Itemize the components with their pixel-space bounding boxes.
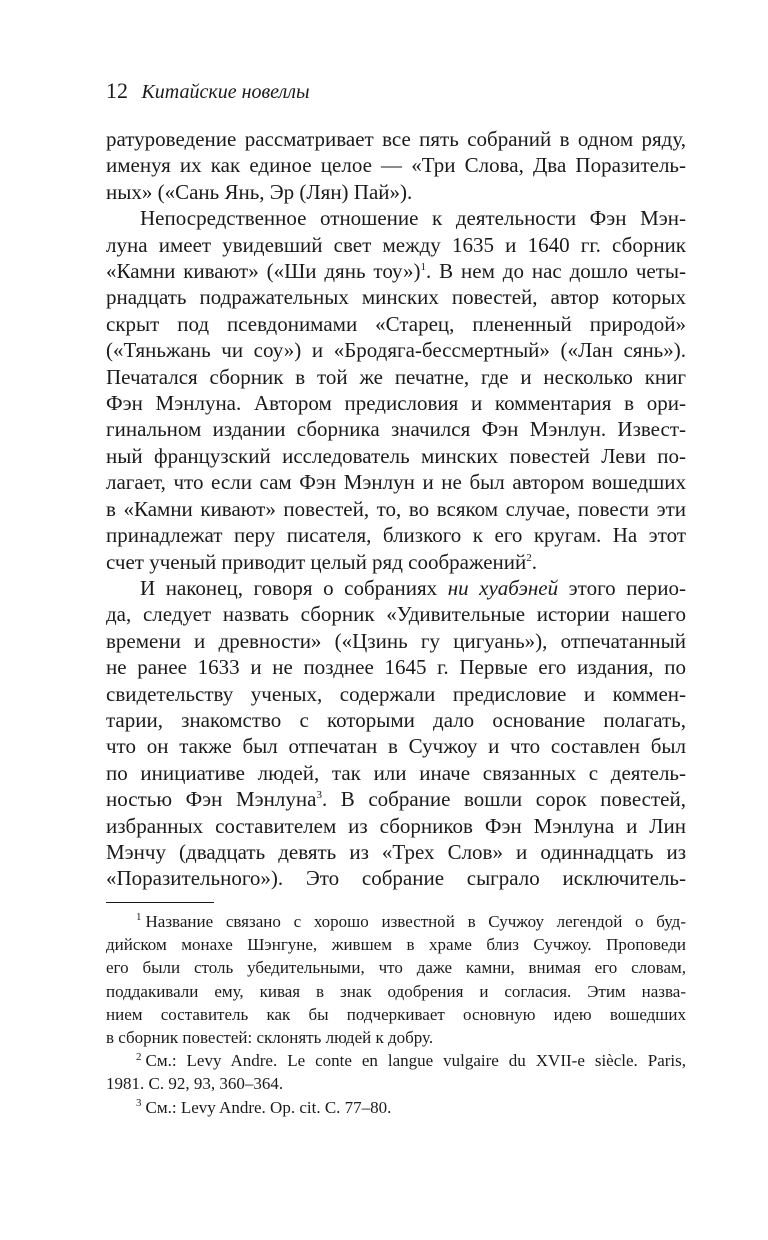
text-line: («Тяньжань чи соу») и «Бродяга-бессмертный» («Лан сянь»). (106, 338, 686, 363)
text-line: да, следует назвать сборник «Удивительные истории нашего (106, 602, 686, 627)
footnote-line: $^3$ См.: Levy Andre. Op. cit. С. 77–80. (136, 1096, 392, 1117)
text-line: ный французский исследователь минских повестей Леви по- (106, 443, 686, 468)
text-line: ратуроведение рассматривает все пять собраний в одном ряду, (106, 127, 686, 151)
italic-term: ни хуабэней (447, 575, 559, 600)
text-line: именуя их как единое целое — «Три Слова, Два Поразитель- (106, 153, 686, 178)
footnotes (106, 910, 686, 1119)
text-line: ных» («Сань Янь, Эр (Лян) Пай»). (106, 179, 413, 204)
running-title: Китайские новеллы (141, 81, 310, 103)
main-text (106, 126, 686, 892)
paragraph-2 (106, 205, 686, 575)
text-line: принадлежат перу писателя, близкого к его кругам. На этот (106, 523, 686, 548)
footnote-ref-3: 3 (316, 789, 322, 802)
footnote-line: в сборник повестей: склонять людей к добру. (106, 1028, 434, 1048)
text-line: тарии, знакомство с которыми дало основание полагать, (106, 707, 686, 732)
footnote-line: нием составитель как бы подчеркивает основную идею вошедших (106, 1004, 686, 1024)
paragraph-3 (106, 575, 686, 892)
footnote-mark: 2 (136, 1050, 142, 1063)
text-line: гинальном издании сборника значился Фэн Мэнлун. Извест- (106, 417, 686, 442)
footnote-divider (106, 902, 214, 903)
text-line: «Камни кивают» («Ши дянь тоу»)$^1$. В нем до нас дошло четы- (106, 259, 686, 284)
footnote-ref-2: 2 (526, 551, 532, 564)
text-line: времени и древности» («Цзинь гу цигуань»), отпечатанный (106, 628, 686, 653)
text-line: по инициативе людей, так или иначе связанных с деятель- (106, 760, 686, 785)
page-number: 12 (106, 78, 128, 103)
text-line: не ранее 1633 и не позднее 1645 г. Первые его издания, по (106, 655, 686, 680)
text-line: что он также был отпечатан в Сучжоу и что составлен был (106, 734, 686, 759)
footnote-1 (106, 910, 686, 1049)
text-line: скрыт под псевдонимами «Старец, плененный природой» (106, 311, 686, 336)
text-line: Печатался сборник в той же печатне, где и несколько книг (106, 364, 686, 389)
text-line: луна имеет увидевший свет между 1635 и 1640 гг. сборник (106, 232, 686, 257)
text-line: ностью Фэн Мэнлуна$^3$. В собрание вошли сорок повестей, (106, 787, 686, 812)
footnote-mark: 1 (136, 911, 142, 924)
text-line: Фэн Мэнлуна. Автором предисловия и комментария в ори- (106, 391, 686, 416)
text-line: рнадцать подражательных минских повестей, автор которых (106, 285, 686, 310)
footnote-line: $^1$ Название связано с хорошо известной в Сучжоу легендой о буд- (136, 911, 686, 931)
running-header (106, 76, 310, 107)
text-line: свидетельству ученых, содержали предисловие и коммен- (106, 681, 686, 706)
footnote-line: дийском монахе Шэнгуне, жившем в храме близ Сучжоу. Проповеди (106, 935, 686, 955)
footnote-line: 1981. С. 92, 93, 360–364. (106, 1074, 284, 1094)
text-line: И наконец, говоря о собраниях ни хуабэней этого перио- (140, 575, 687, 600)
text-line: лагает, что если сам Фэн Мэнлун и не был автором вошедших (106, 470, 686, 495)
footnote-line: $^2$ См.: Levy Andre. Le conte en langue vulgaire du XVII-e siècle. Paris, (136, 1050, 686, 1071)
text-line: избранных составителем из сборников Фэн Мэнлуна и Лин (106, 813, 686, 838)
footnote-line: поддакивали ему, кивая в знак одобрения и согласия. Этим назва- (106, 981, 686, 1001)
footnote-3 (106, 1096, 686, 1119)
text-line: «Поразительного»). Это собрание сыграло исключитель- (106, 866, 686, 891)
footnote-2 (106, 1049, 686, 1095)
paragraph-1 (106, 126, 686, 205)
footnote-line: его были столь убедительными, что даже камни, внимая его словам, (106, 958, 686, 978)
text-line: в «Камни кивают» повестей, то, во всяком случае, повести эти (106, 496, 686, 521)
text-line: Непосредственное отношение к деятельности Фэн Мэн- (140, 206, 686, 231)
footnote-ref-1: 1 (420, 261, 427, 274)
text-line: счет ученый приводит целый ряд соображений$^2$. (106, 549, 537, 574)
footnote-mark: 3 (136, 1096, 142, 1109)
text-line: Мэнчу (двадцать девять из «Трех Слов» и одиннадцать из (106, 839, 686, 864)
